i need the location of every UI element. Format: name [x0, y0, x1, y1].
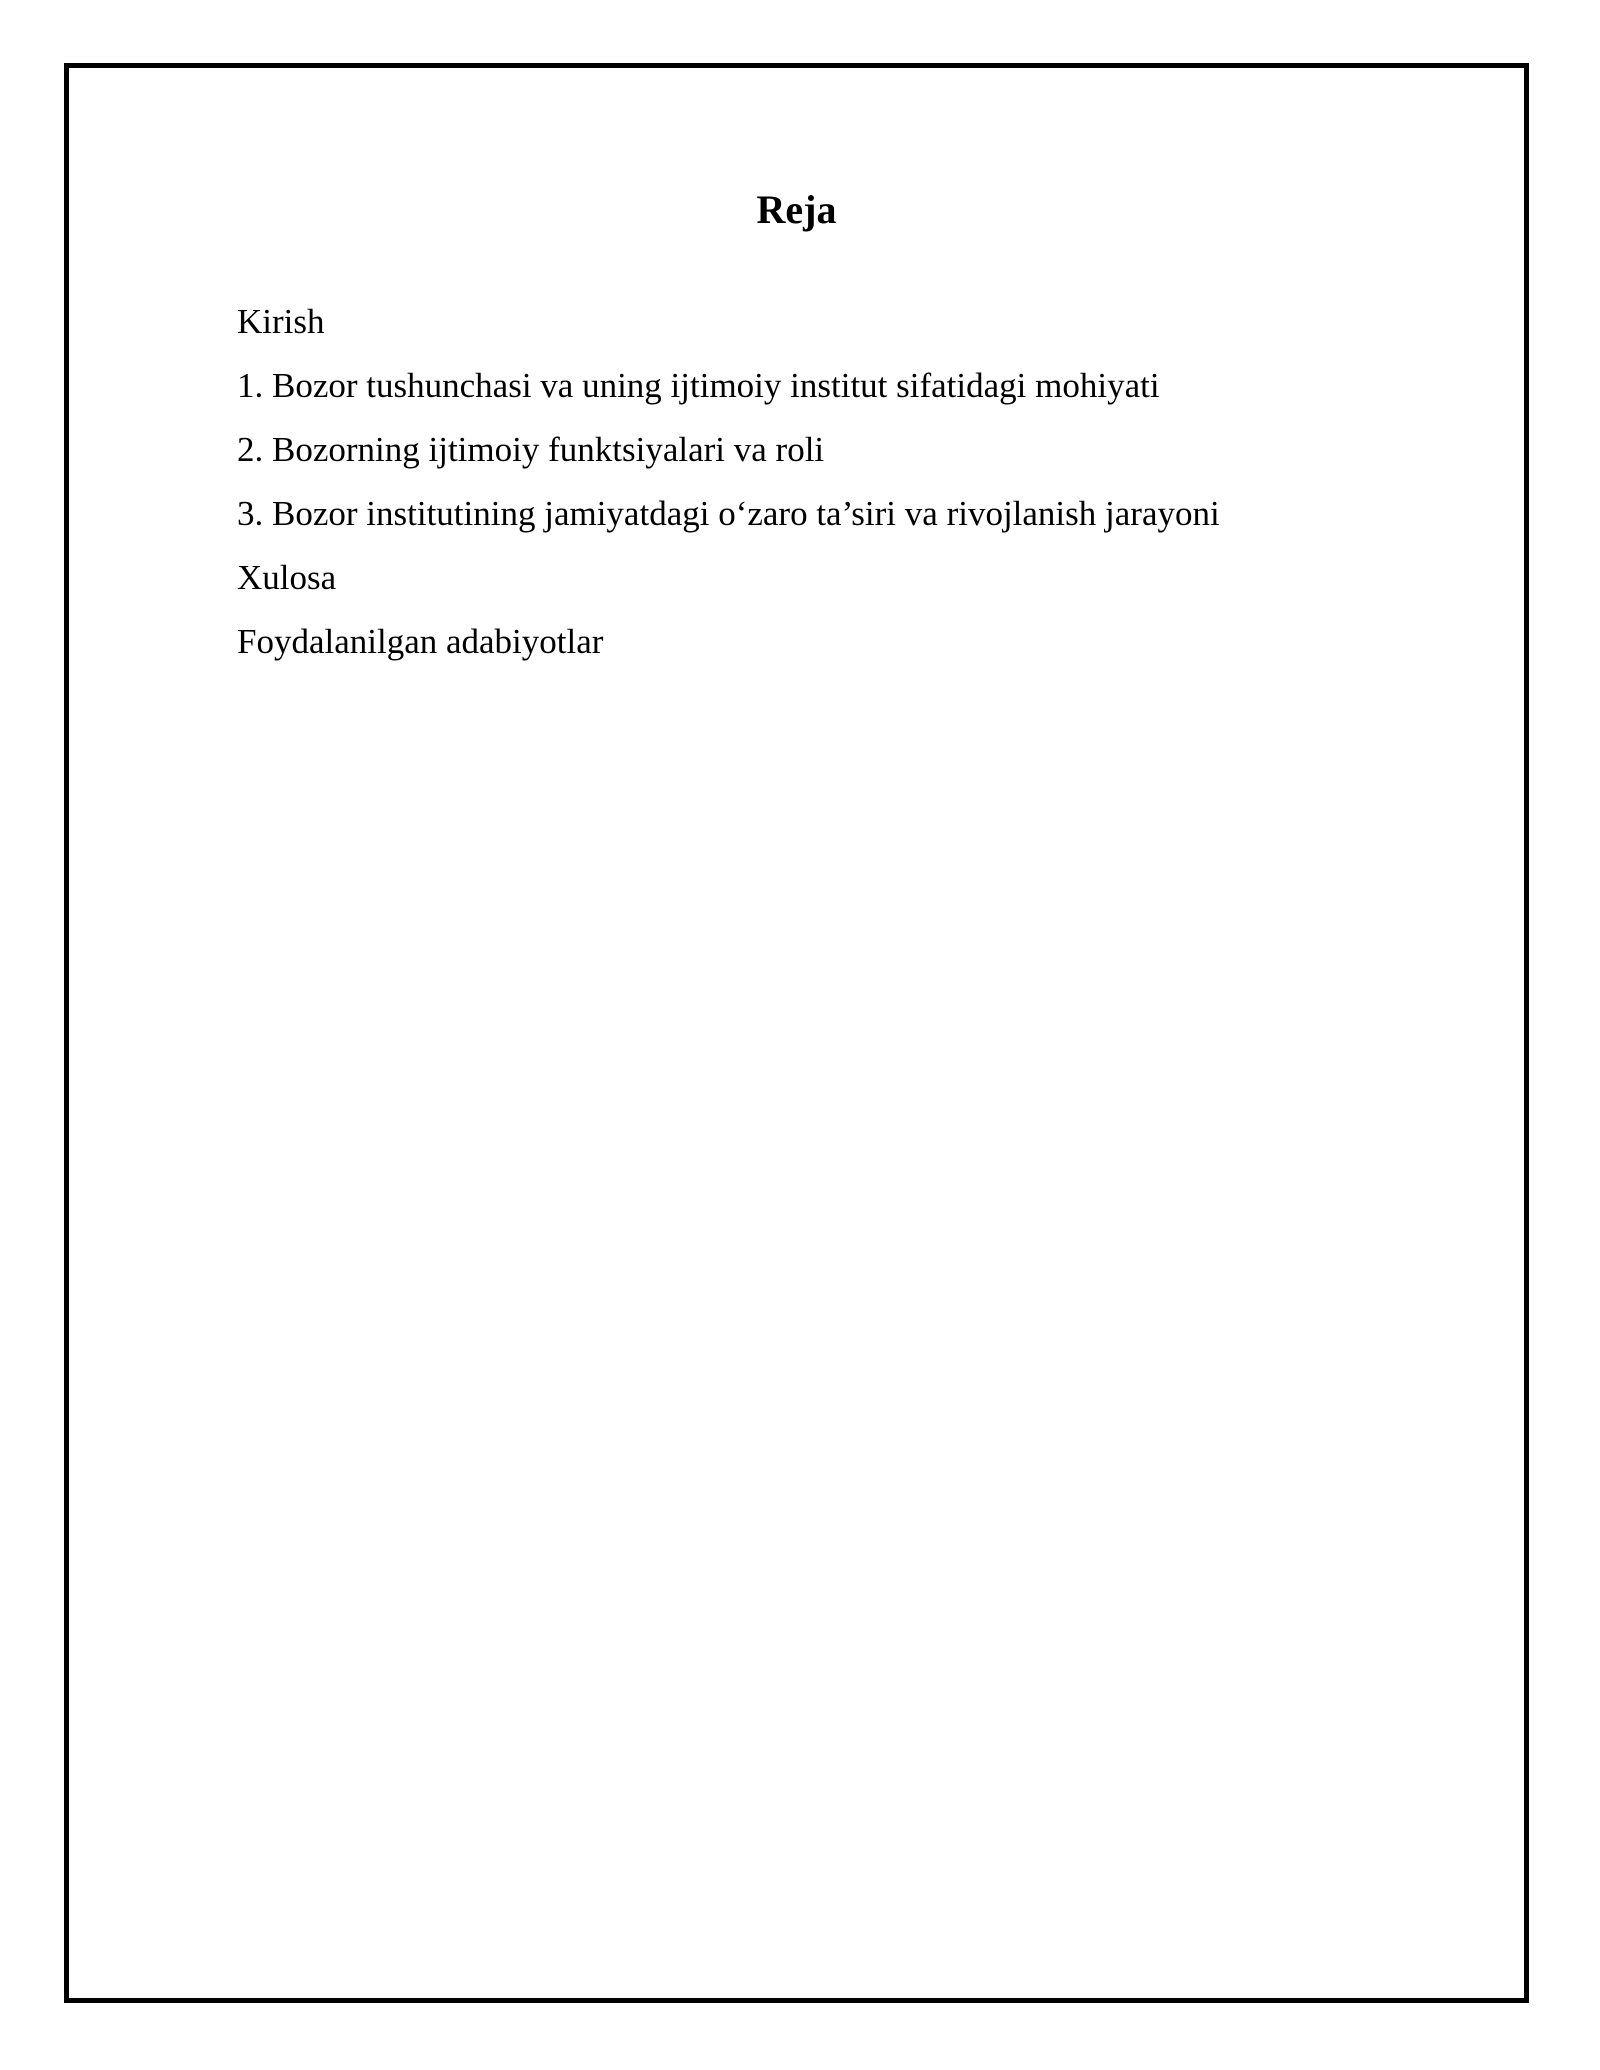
- toc-item-conclusion: Xulosa: [237, 558, 337, 597]
- toc-item-section-2: 2. Bozorning ijtimoiy funktsiyalari va roli: [237, 430, 825, 469]
- toc-item-section-1: 1. Bozor tushunchasi va uning ijtimoiy institut sifatidagi mohiyati: [237, 366, 1160, 405]
- toc-item-references: Foydalanilgan adabiyotlar: [237, 622, 604, 661]
- toc-item-introduction: Kirish: [237, 302, 325, 341]
- page-title: Reja: [756, 187, 837, 232]
- page-border-frame: [64, 63, 1529, 2003]
- table-of-contents: [237, 290, 1444, 674]
- toc-item-section-3: 3. Bozor institutining jamiyatdagi o‘zaro ta’siri va rivojlanish jarayoni: [237, 494, 1220, 533]
